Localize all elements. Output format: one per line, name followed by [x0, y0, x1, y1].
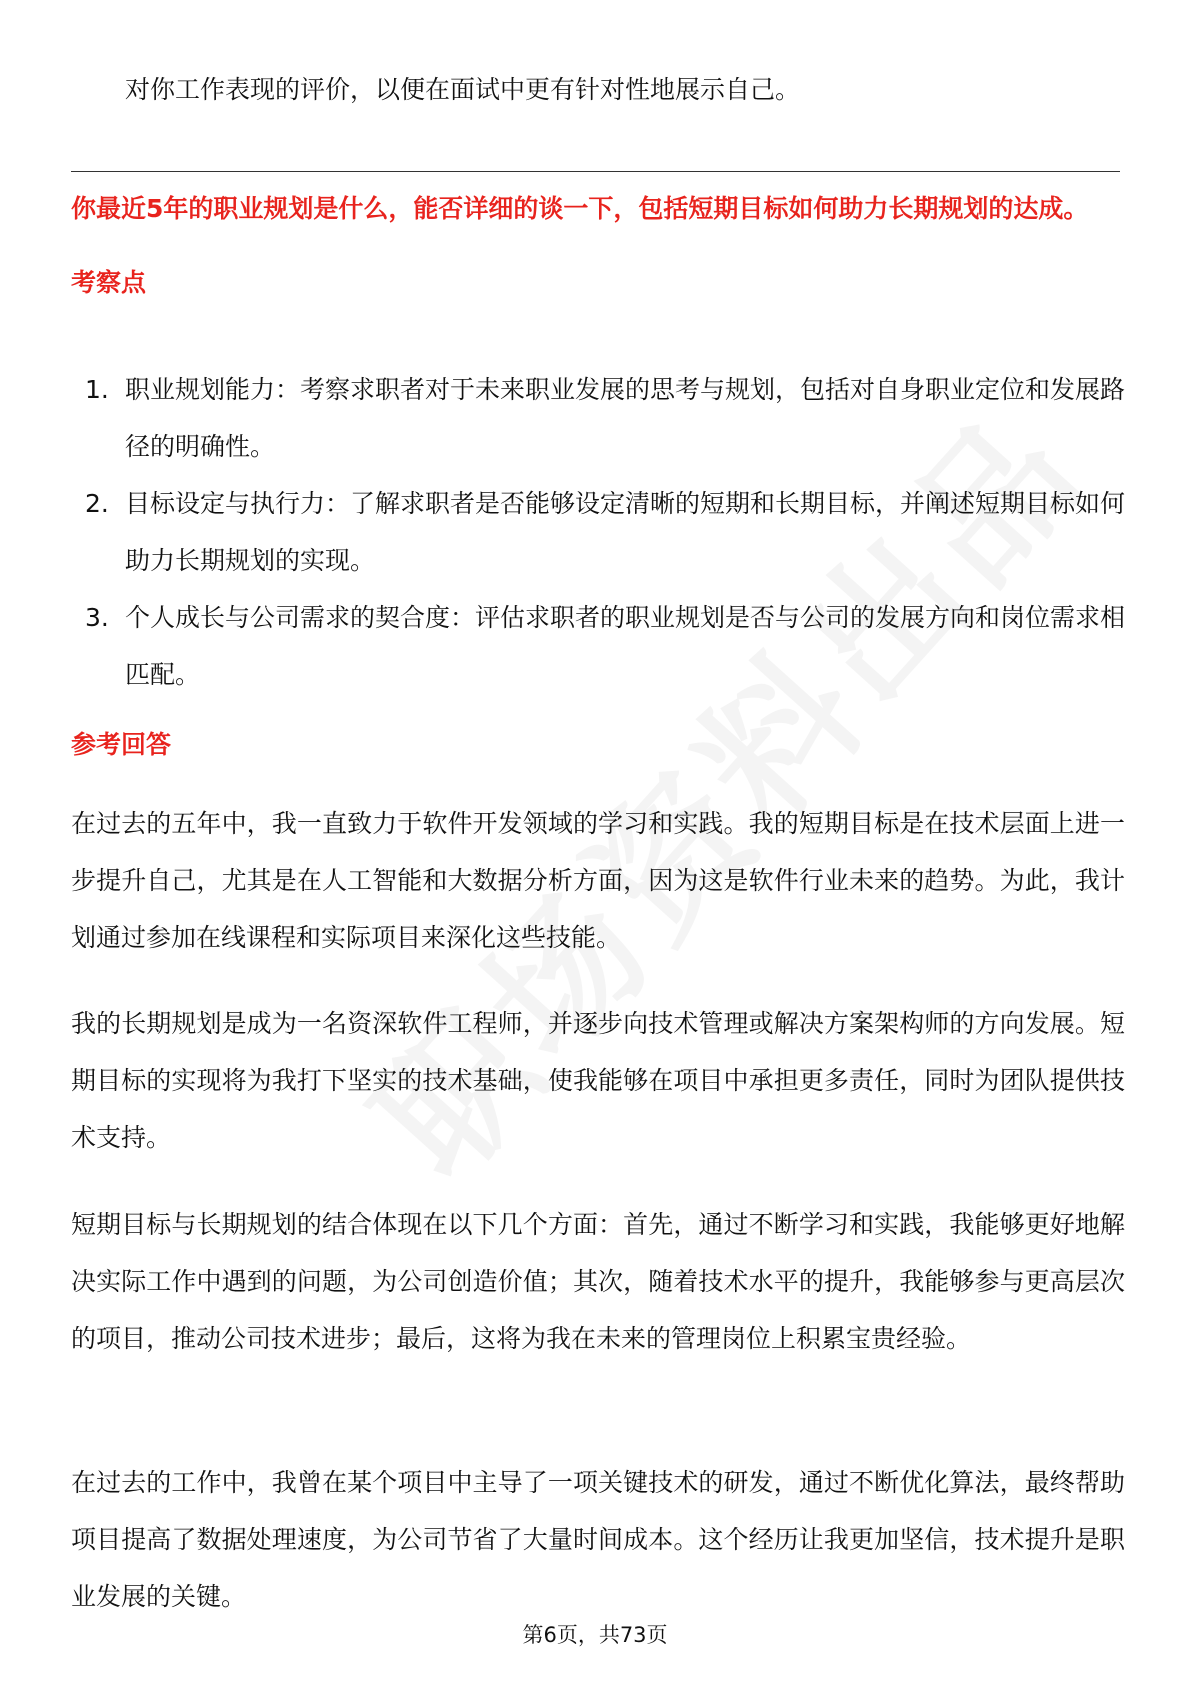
answer-paragraph: 短期目标与长期规划的结合体现在以下几个方面：首先，通过不断学习和实践，我能够更好地解决实际工作中遇到的问题，为公司创造价值；其次，随着技术水平的提升，我能够参与更高层次的项目，推动公司技术进步；最后，这将为我在未来的管理岗位上积累宝贵经验。: [71, 1210, 1125, 1353]
list-number: 2.: [85, 489, 109, 518]
answer-heading: 参考回答: [71, 730, 172, 759]
list-item: [85, 361, 1125, 475]
answer-paragraph: 在过去的工作中，我曾在某个项目中主导了一项关键技术的研发，通过不断优化算法，最终帮助项目提高了数据处理速度，为公司节省了大量时间成本。这个经历让我更加坚信，技术提升是职业发展的关键。: [71, 1468, 1125, 1611]
list-text: 职业规划能力：考察求职者对于未来职业发展的思考与规划，包括对自身职业定位和发展路径的明确性。: [125, 375, 1126, 461]
answer-paragraph: 在过去的五年中，我一直致力于软件开发领域的学习和实践。我的短期目标是在技术层面上进一步提升自己，尤其是在人工智能和大数据分析方面，因为这是软件行业未来的趋势。为此，我计划通过参加在线课程和实际项目来深化这些技能。: [71, 809, 1125, 952]
question-title: 你最近5年的职业规划是什么，能否详细的谈一下，包括短期目标如何助力长期规划的达成。: [71, 194, 1089, 223]
list-text: 个人成长与公司需求的契合度：评估求职者的职业规划是否与公司的发展方向和岗位需求相匹配。: [125, 603, 1126, 689]
list-number: 1.: [85, 375, 109, 404]
list-item: [85, 475, 1125, 589]
section-divider: [71, 171, 1120, 172]
carryover-text: 对你工作表现的评价，以便在面试中更有针对性地展示自己。: [125, 75, 801, 104]
answer-paragraph: 我的长期规划是成为一名资深软件工程师，并逐步向技术管理或解决方案架构师的方向发展。短期目标的实现将为我打下坚实的技术基础，使我能够在项目中承担更多责任，同时为团队提供技术支持。: [71, 1009, 1125, 1152]
page-footer: 第6页，共73页: [522, 1623, 668, 1647]
list-number: 3.: [85, 603, 109, 632]
focus-list: [85, 361, 1125, 703]
focus-heading: 考察点: [71, 268, 147, 297]
list-item: [85, 589, 1125, 703]
list-text: 目标设定与执行力：了解求职者是否能够设定清晰的短期和长期目标，并阐述短期目标如何助力长期规划的实现。: [125, 489, 1126, 575]
